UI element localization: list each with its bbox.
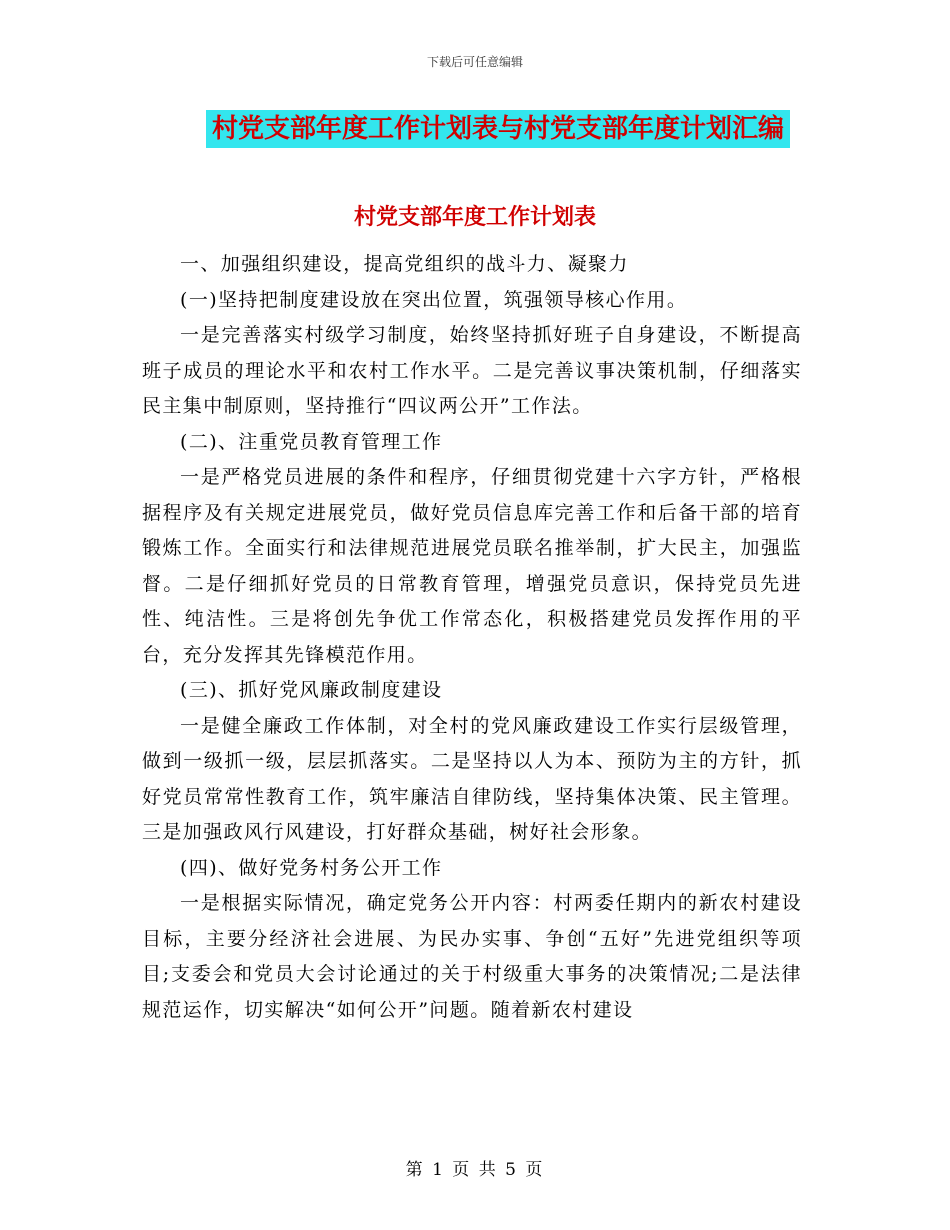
subsection-heading-4: (四)、做好党务村务公开工作 <box>180 856 443 879</box>
paragraph: 一是完善落实村级学习制度，始终坚持抓好班子自身建设，不断提高班子成员的理论水平和农村工作水平。二是完善议事决策机制，仔细落实民主集中制原则，坚持推行“四议两公开”工作法。 <box>142 324 802 417</box>
header-note: 下载后可任意编辑 <box>426 55 523 69</box>
subsection-heading-2: (二)、注重党员教育管理工作 <box>180 430 443 453</box>
sub-title: 村党支部年度工作计划表 <box>353 204 596 230</box>
page-footer: 第 1 页 共 5 页 <box>405 1160 545 1180</box>
subsection-heading-1: (一)坚持把制度建设放在突出位置，筑强领导核心作用。 <box>180 288 688 311</box>
paragraph: 一是严格党员进展的条件和程序，仔细贯彻党建十六字方针，严格根据程序及有关规定进展党员，做好党员信息库完善工作和后备干部的培育锻炼工作。全面实行和法律规范进展党员联名推举制，扩大民主，加强监督。二是仔细抓好党员的日常教育管理，增强党员意识，保持党员先进性、纯洁性。三是将创先争优工作常态化，积极搭建党员发挥作用的平台，充分发挥其先锋模范作用。 <box>142 466 802 666</box>
subsection-heading-3: (三)、抓好党风廉政制度建设 <box>180 679 443 701</box>
paragraph: 一是根据实际情况，确定党务公开内容：村两委任期内的新农村建设目标，主要分经济社会进展、为民办实事、争创“五好”先进党组织等项目;支委会和党员大会讨论通过的关于村级重大事务的决策情况;二是法律规范运作，切实解决“如何公开”问题。随着新农村建设 <box>142 892 802 1021</box>
document-body <box>142 247 802 1028</box>
main-title: 村党支部年度工作计划表与村党支部年度计划汇编 <box>206 110 790 148</box>
section-heading-1: 一、加强组织建设，提高党组织的战斗力、凝聚力 <box>180 253 629 275</box>
paragraph: 一是健全廉政工作体制，对全村的党风廉政建设工作实行层级管理，做到一级抓一级，层层抓落实。二是坚持以人为本、预防为主的方针，抓好党员常常性教育工作，筑牢廉洁自律防线，坚持集体决策、民主管理。三是加强政风行风建设，打好群众基础，树好社会形象。 <box>142 714 802 843</box>
